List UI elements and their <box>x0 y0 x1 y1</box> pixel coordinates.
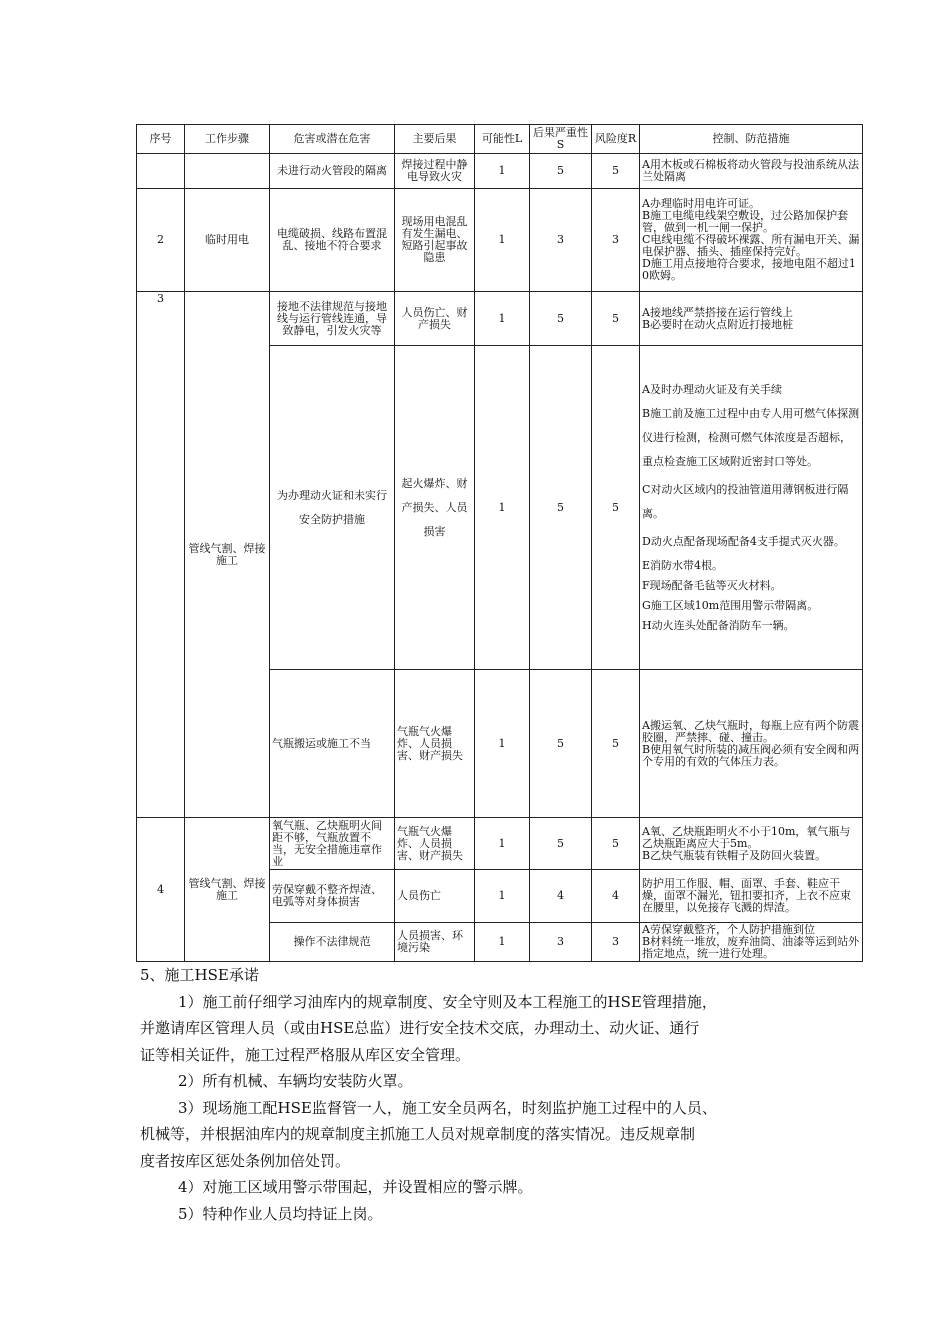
control-item: D动火点配备现场配备4支手提式灭火器。 <box>642 534 845 548</box>
control-item: G施工区域10m范围用警示带隔离。 <box>642 598 819 612</box>
paragraph-line: 3）现场施工配HSE监督管一人，施工安全员两名，时刻监护施工过程中的人员、 <box>178 1098 717 1117</box>
cell-severity: 5 <box>530 154 592 189</box>
cell-step: 临时用电 <box>185 189 270 292</box>
paragraph-line: 2）所有机械、车辆均安装防火罩。 <box>178 1072 413 1090</box>
cell-likelihood: 1 <box>475 923 530 962</box>
control-item: B施工前及施工过程中由专人用可燃气体探测仪进行检测，检测可燃气体浓度是否超标，重点检查施工区域附近密封口等处。 <box>642 406 860 468</box>
header-severity: 后果严重性S <box>530 125 592 154</box>
cell-control <box>640 923 863 962</box>
header-risk: 风险度R <box>592 125 640 154</box>
cell-hazard: 气瓶搬运或施工不当 <box>270 670 395 818</box>
cell-severity: 4 <box>530 870 592 923</box>
paragraph-line: 证等相关证件，施工过程严格服从库区安全管理。 <box>140 1045 471 1064</box>
cell-step: 管线气割、焊接施工 <box>185 818 270 962</box>
cell-risk: 3 <box>592 189 640 292</box>
cell-hazard: 操作不法律规范 <box>270 923 395 962</box>
cell-consequence: 气瓶气火爆炸、人员损害、财产损失 <box>395 670 475 818</box>
paragraph-line: 机械等，并根据油库内的规章制度主抓施工人员对规章制度的落实情况。违反规章制 <box>140 1125 696 1143</box>
cell-control <box>640 670 863 818</box>
cell-risk: 4 <box>592 870 640 923</box>
cell-control <box>640 292 863 346</box>
control-item: B施工电缆电线架空敷设，过公路加保护套管，做到一机一闸一保护。 <box>642 209 849 234</box>
control-item: A接地线严禁搭接在运行管线上 <box>642 305 793 319</box>
cell-hazard: 为办理动火证和未实行安全防护措施 <box>270 346 395 670</box>
cell-control <box>640 346 863 670</box>
cell-hazard: 劳保穿戴不整齐焊渣、电弧等对身体损害 <box>270 870 395 923</box>
cell-control <box>640 189 863 292</box>
cell-likelihood: 1 <box>475 154 530 189</box>
cell-risk: 5 <box>592 154 640 189</box>
header-likelihood: 可能性L <box>475 125 530 154</box>
cell-severity: 5 <box>530 346 592 670</box>
control-item: B乙炔气瓶装有铁帽子及防回火装置。 <box>642 848 827 862</box>
control-item: A及时办理动火证及有关手续 <box>642 382 782 396</box>
cell-severity: 3 <box>530 923 592 962</box>
cell-no: 2 <box>137 189 185 292</box>
table-row <box>137 189 863 292</box>
section-title: 5、施工HSE承诺 <box>140 966 259 984</box>
table-row <box>137 292 863 346</box>
cell-risk: 5 <box>592 670 640 818</box>
header-step: 工作步骤 <box>185 125 270 154</box>
control-item: B使用氧气时所装的减压阀必须有安全阀和两个专用的有效的气体压力表。 <box>642 742 860 768</box>
cell-risk: 3 <box>592 923 640 962</box>
cell-hazard: 电缆破损、线路布置混乱、接地不符合要求 <box>270 189 395 292</box>
cell-consequence: 焊接过程中静电导致火灾 <box>395 154 475 189</box>
paragraph-line: 5）特种作业人员均持证上岗。 <box>178 1204 383 1223</box>
cell-control <box>640 818 863 870</box>
paragraph-line: 度者按库区惩处条例加倍处罚。 <box>140 1151 351 1170</box>
header-hazard: 危害或潜在危害 <box>270 125 395 154</box>
control-item: A办理临时用电许可证。 <box>642 197 760 210</box>
cell-severity: 5 <box>530 818 592 870</box>
cell-risk: 5 <box>592 292 640 346</box>
risk-assessment-table <box>136 124 863 962</box>
control-item: C对动火区域内的投油管道用薄钢板进行隔离。 <box>642 482 849 520</box>
cell-likelihood: 1 <box>475 818 530 870</box>
header-consequence: 主要后果 <box>395 125 475 154</box>
hse-commitment-section <box>140 962 820 1227</box>
cell-likelihood: 1 <box>475 292 530 346</box>
cell-severity: 3 <box>530 189 592 292</box>
cell-step <box>185 154 270 189</box>
cell-control <box>640 870 863 923</box>
cell-no <box>137 154 185 189</box>
cell-consequence: 气瓶气火爆炸、人员损害、财产损失 <box>395 818 475 870</box>
cell-consequence: 现场用电混乱有发生漏电、短路引起事故隐患 <box>395 189 475 292</box>
cell-likelihood: 1 <box>475 670 530 818</box>
cell-severity: 5 <box>530 292 592 346</box>
control-item: H动火连头处配备消防车一辆。 <box>642 618 795 632</box>
cell-consequence: 人员损害、环境污染 <box>395 923 475 962</box>
control-item: A氧、乙炔瓶距明火不小于10m，氧气瓶与乙炔瓶距离应大于5m。 <box>642 824 851 850</box>
paragraph-line: 并邀请库区管理人员（或由HSE总监）进行安全技术交底，办理动土、动火证、通行 <box>140 1019 700 1037</box>
header-control: 控制、防范措施 <box>640 125 863 154</box>
paragraph-line: 4）对施工区域用警示带围起，并设置相应的警示牌。 <box>178 1178 533 1196</box>
cell-likelihood: 1 <box>475 189 530 292</box>
control-item: C电线电缆不得破坏裸露、所有漏电开关、漏电保护器、插头、插座保持完好。 <box>642 233 860 258</box>
cell-likelihood: 1 <box>475 346 530 670</box>
cell-control <box>640 154 863 189</box>
cell-risk: 5 <box>592 818 640 870</box>
control-item: F现场配备毛毡等灭火材料。 <box>642 578 782 592</box>
control-item: A用木板或石棉板将动火管段与投油系统从法兰处隔离 <box>642 158 859 183</box>
cell-no: 4 <box>137 818 185 962</box>
control-item: A搬运氧、乙炔气瓶时，每瓶上应有两个防震胶圈，严禁摔、碰、撞击。 <box>642 718 859 744</box>
cell-hazard: 未进行动火管段的隔离 <box>270 154 395 189</box>
cell-consequence: 人员伤亡、财产损失 <box>395 292 475 346</box>
table-row <box>137 154 863 189</box>
cell-no: 3 <box>137 292 185 818</box>
cell-severity: 5 <box>530 670 592 818</box>
cell-consequence: 起火爆炸、财产损失、人员损害 <box>395 346 475 670</box>
paragraph-line: 1）施工前仔细学习油库内的规章制度、安全守则及本工程施工的HSE管理措施， <box>178 992 717 1011</box>
control-item: D施工用点接地符合要求，接地电阻不超过10欧姆。 <box>642 257 856 282</box>
cell-likelihood: 1 <box>475 870 530 923</box>
control-item: E消防水带4根。 <box>642 558 724 572</box>
table-row <box>137 818 863 870</box>
cell-consequence: 人员伤亡 <box>395 870 475 923</box>
control-item: B必要时在动火点附近打接地桩 <box>642 317 794 331</box>
header-no: 序号 <box>137 125 185 154</box>
cell-hazard: 接地不法律规范与接地线与运行管线连通，导致静电，引发火灾等 <box>270 292 395 346</box>
table-header-row <box>137 125 863 154</box>
cell-hazard: 氧气瓶、乙炔瓶明火间距不够，气瓶放置不当，无安全措施违章作业 <box>270 818 395 870</box>
control-item: B材料统一堆放，废弃油筒、油漆等运到站外指定地点，统一进行处理。 <box>642 935 860 960</box>
control-item: 防护用工作服、帽、面罩、手套、鞋应干燥，面罩不漏光，钮扣要扣齐，上衣不应束在腰里，以免接存飞溅的焊渣。 <box>642 877 851 914</box>
control-item: A劳保穿戴整齐，个人防护措施到位 <box>642 923 815 936</box>
cell-risk: 5 <box>592 346 640 670</box>
cell-step: 管线气割、焊接施工 <box>185 292 270 818</box>
